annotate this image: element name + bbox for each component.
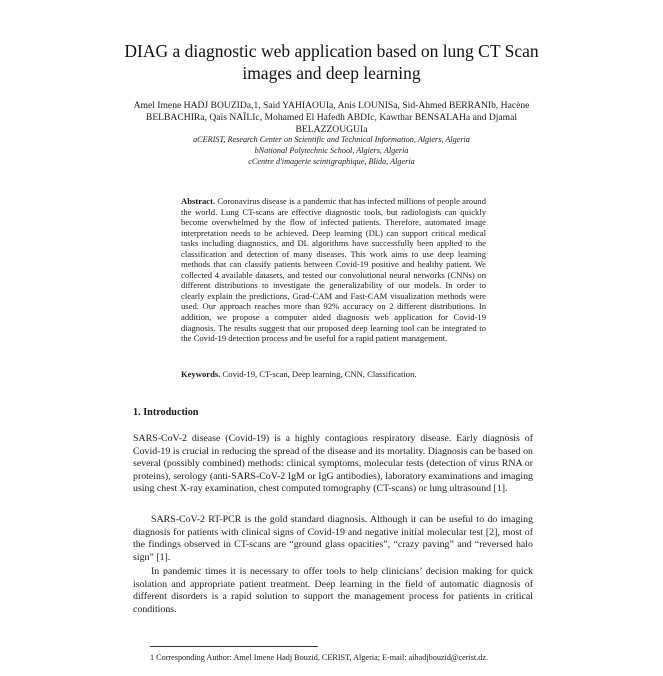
- intro-paragraph-3: In pandemic times it is necessary to offer tools to help clinicians’ decision making for quick isolation and appropriate patient treatment. Deep learning in the field of automatic diagnosis of different disorders is a rapid solution to support the management process for patients in critical conditions.: [133, 566, 533, 615]
- keywords-text: Covid-19, CT-scan, Deep learning, CNN, Classification.: [222, 369, 417, 379]
- affiliation-a: aCERIST, Research Center on Scientific and Technical Information, Algiers, Algeria: [193, 135, 470, 144]
- keywords: [181, 369, 486, 380]
- affiliations: [150, 134, 513, 167]
- affiliation-b: bNational Polytechnic School, Algiers, Algeria: [254, 146, 409, 155]
- paper-title: DIAG a diagnostic web application based on lung CT Scan images and deep learning: [124, 41, 539, 83]
- intro-paragraph-1: SARS-CoV-2 disease (Covid-19) is a highly contagious respiratory disease. Early diagnosis of Covid-19 is crucial in reducing the spread of the disease and its mortality. Diagnosis can be based on several (possibly combined) methods: clinical symptoms, molecular tests (detection of virus RNA or proteins), serology (anti-SARS-CoV-2 IgM or IgG antibodies), laboratory examinations and imaging using chest X-ray examination, chest computed tomography (CT-scans) or lung ultrasound [1].: [133, 433, 533, 495]
- affiliation-c: cCentre d'imagerie scintigraphique, Blida, Algeria: [248, 157, 415, 166]
- footnote-divider: [150, 646, 318, 647]
- section-heading-introduction: 1. Introduction: [133, 407, 199, 418]
- intro-paragraph-2: SARS-CoV-2 RT-PCR is the gold standard diagnosis. Although it can be useful to do imaging diagnosis for patients with clinical signs of Covid-19 and negative initial molecular test [2], most of the findings observed in CT-scans are “ground glass opacities”, “crazy paving” and “reversed halo sign” [1].: [133, 514, 533, 563]
- author-list: Amel Imene HADJ BOUZIDa,1, Said YAHIAOUIa, Anis LOUNISa, Sid-Ahmed BERRANIb, Hacène BELBACHIRa, Qaïs NAÏLIc, Mohamed El Hafedh ABDIc, Kawthar BENSALAHa and Djamal BELAZZOUGUIa: [133, 100, 530, 135]
- abstract-label: Abstract.: [181, 196, 216, 206]
- abstract: [181, 196, 486, 344]
- abstract-text: Coronavirus disease is a pandemic that has infected millions of people around the world. Lung CT-scans are effective diagnostic tools, but radiologists can quickly become overwhelmed by the flow of infected patients. Therefore, automated image interpretation needs to be achieved. Deep learning (DL) can support critical medical tasks including diagnostics, and DL algorithms have successfully been applied to the classification and detection of many diseases. This work aims to use deep learning methods that can classify patients between Covid-19 positive and healthy patient. We collected 4 available datasets, and tested our convolutional neural networks (CNNs) on different distributions to investigate the generalizability of our models. In order to clearly explain the predictions, Grad-CAM and Fast-CAM visualization methods were used. Our approach reaches more than 92% accuracy on 2 different distributions. In addition, we propose a computer aided diagnosis web application for Covid-19 diagnosis. The results suggest that our proposed deep learning tool can be integrated to the Covid-19 detection process and be useful for a rapid patient management.: [181, 196, 486, 344]
- footnote: 1 Corresponding Author: Amel Imene Hadj Bouzid, CERIST, Algeria; E-mail: aihadjbouzid@cerist.dz.: [150, 653, 489, 662]
- keywords-label: Keywords.: [181, 369, 221, 379]
